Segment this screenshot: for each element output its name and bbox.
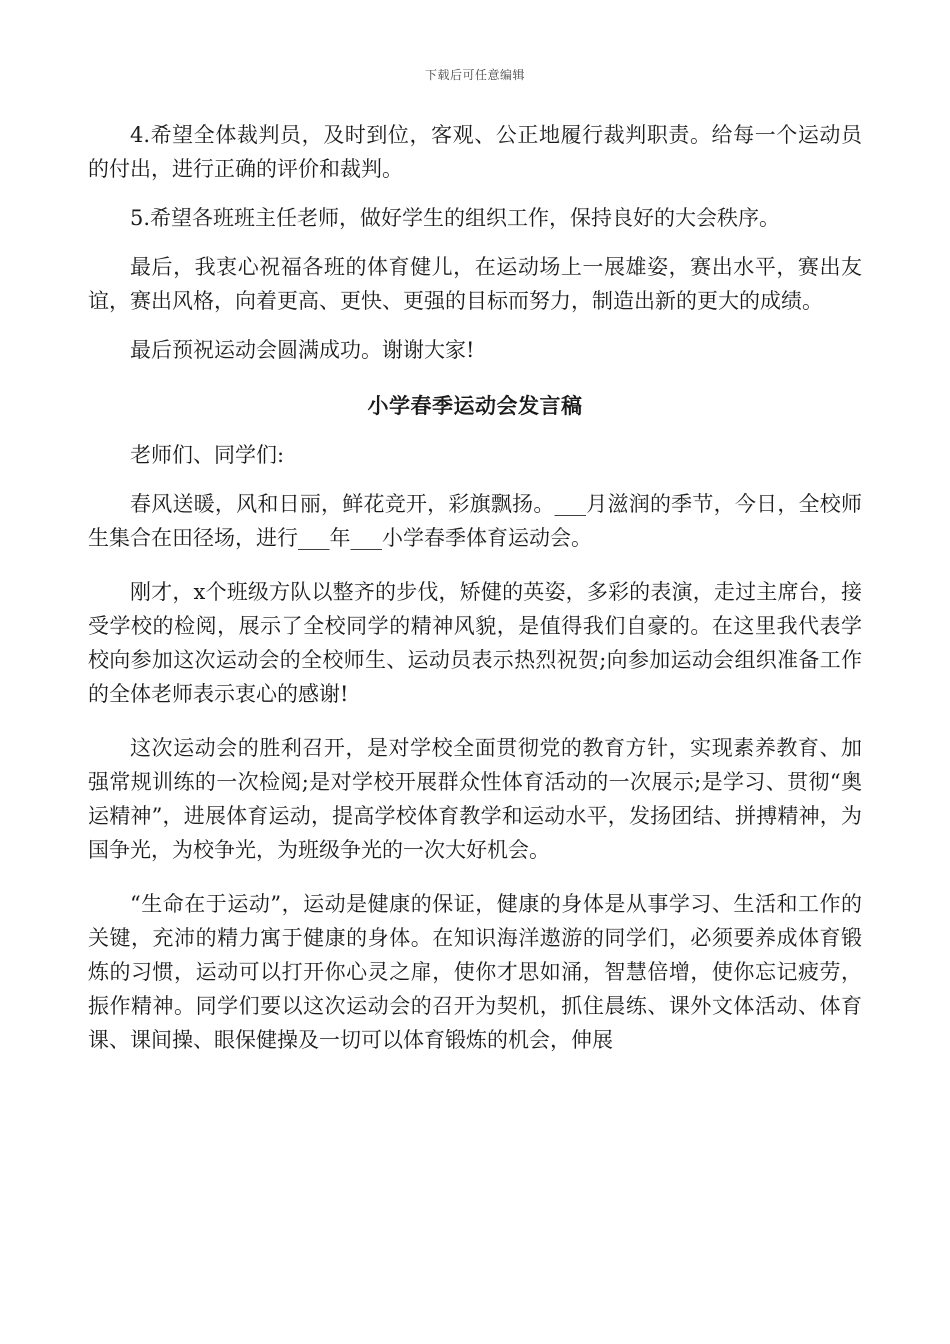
paragraph-item-5: 5.希望各班班主任老师，做好学生的组织工作，保持良好的大会秩序。 <box>130 206 781 230</box>
header-note: 下载后可任意编辑 <box>424 68 525 82</box>
paragraph-item-4: 4.希望全体裁判员，及时到位，客观、公正地履行裁判职责。给每一个运动员的付出，进行正确的评价和裁判。 <box>88 123 862 181</box>
paragraph-parade: 刚才，x个班级方队以整齐的步伐，矫健的英姿，多彩的表演，走过主席台，接受学校的检阅，展示了全校同学的精神风貌，是值得我们自豪的。在这里我代表学校向参加这次运动会的全校师生、运动员表示热烈祝贺;向参加运动会组织准备工作的全体老师表示衷心的感谢! <box>88 580 862 706</box>
paragraph-significance: 这次运动会的胜利召开，是对学校全面贯彻党的教育方针，实现素养教育、加强常规训练的一次检阅;是对学校开展群众性体育活动的一次展示;是学习、贯彻“奥运精神”，进展体育运动，提高学校体育教学和运动水平，发扬团结、拼搏精神，为国争光，为校争光，为班级争光的一次大好机会。 <box>88 736 862 862</box>
section-title: 小学春季运动会发言稿 <box>367 393 583 418</box>
paragraph-final-thanks: 最后预祝运动会圆满成功。谢谢大家! <box>130 338 475 362</box>
document-body <box>88 118 862 1057</box>
paragraph-closing-wishes: 最后，我衷心祝福各班的体育健儿，在运动场上一展雄姿，赛出水平，赛出友谊，赛出风格，向着更高、更快、更强的目标而努力，制造出新的更大的成绩。 <box>88 255 862 313</box>
paragraph-salutation: 老师们、同学们: <box>130 443 285 467</box>
paragraph-opening: 春风送暖，风和日丽，鲜花竞开，彩旗飘扬。___月滋润的季节，今日，全校师生集合在田径场，进行___年___小学春季体育运动会。 <box>88 492 862 550</box>
paragraph-life-in-motion: “生命在于运动”，运动是健康的保证，健康的身体是从事学习、生活和工作的关键，充沛的精力寓于健康的身体。在知识海洋遨游的同学们，必须要养成体育锻炼的习惯，运动可以打开你心灵之扉，使你才思如涌，智慧倍增，使你忘记疲劳，振作精神。同学们要以这次运动会的召开为契机，抓住晨练、课外文体活动、体育课、课间操、眼保健操及一切可以体育锻炼的机会，伸展 <box>88 892 862 1052</box>
